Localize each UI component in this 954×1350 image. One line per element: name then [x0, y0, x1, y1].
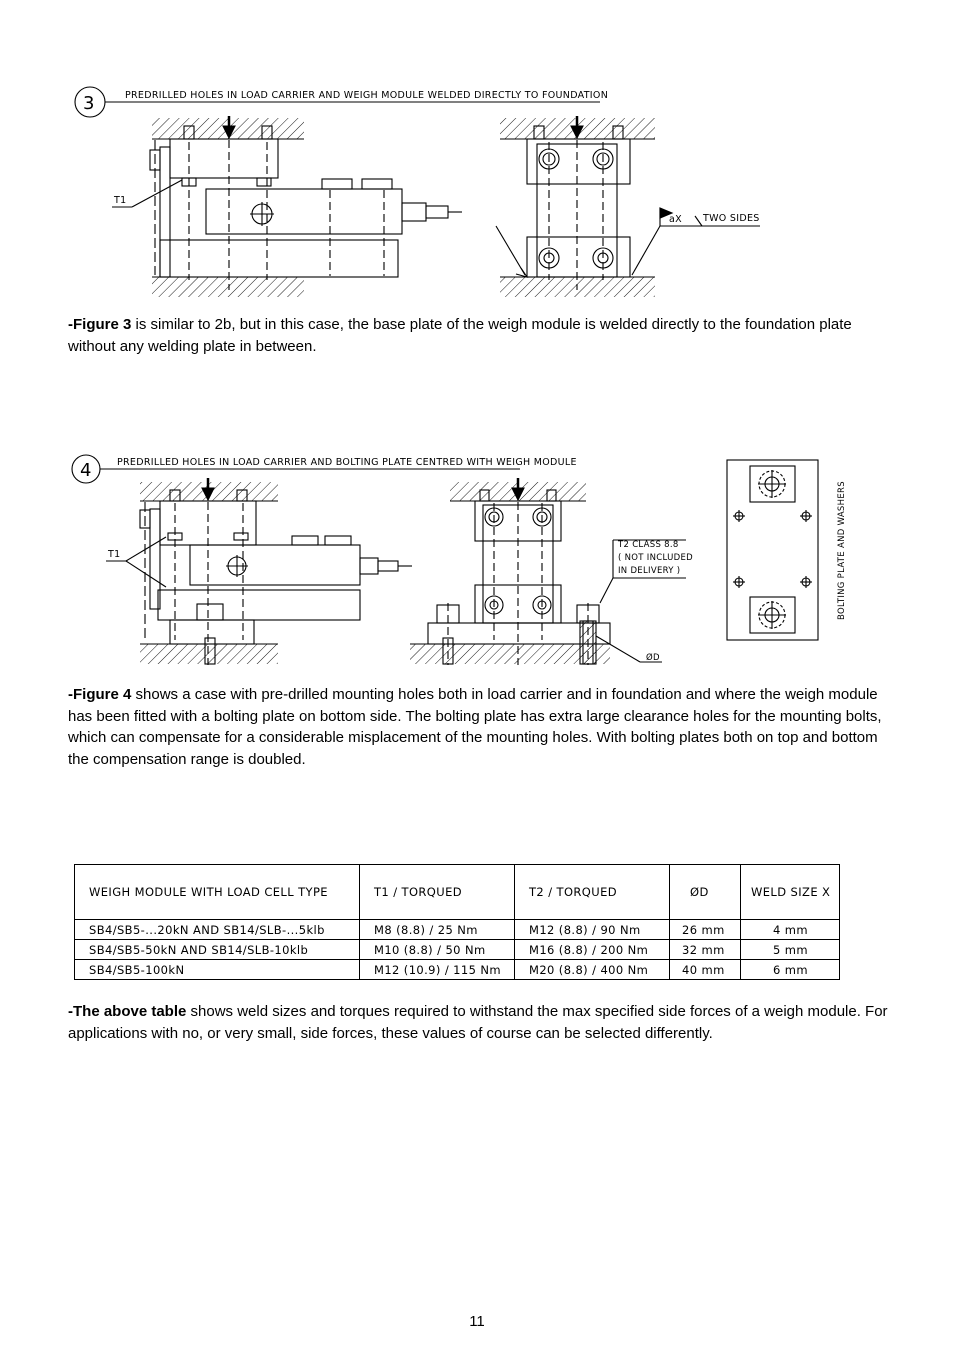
weld-torque-table	[74, 864, 840, 980]
figure-3-t1-label: T1	[114, 195, 127, 206]
table-cell: 6 mm	[741, 960, 840, 980]
table-row	[75, 920, 840, 940]
table-cell: SB4/SB5-50kN AND SB14/SLB-10klb	[75, 940, 360, 960]
table-header-cell: WELD SIZE X	[741, 865, 840, 920]
table-caption-bold: -The above table	[68, 1003, 187, 1020]
figure-4-caption-bold: -Figure 4	[68, 686, 132, 703]
figure-3-title: PREDRILLED HOLES IN LOAD CARRIER AND WEIGH MODULE WELDED DIRECTLY TO FOUNDATION	[125, 90, 609, 101]
table-cell: SB4/SB5-100kN	[75, 960, 360, 980]
figure-4-caption-text: shows a case with pre-drilled mounting holes both in load carrier and in foundation and where the weigh module has been fitted with a bolting plate on bottom side. The bolting plate has extra large clearance holes for the mounting bolts, which can compensate for a considerable misplacement of the mounting holes. With bolting plates both on top and bottom the compensation range is doubled.	[68, 686, 882, 768]
table-cell: M10 (8.8) / 50 Nm	[360, 940, 515, 960]
table-row	[75, 960, 840, 980]
table-cell: 5 mm	[741, 940, 840, 960]
table-cell: M12 (8.8) / 90 Nm	[515, 920, 670, 940]
figure-4-side-label: BOLTING PLATE AND WASHERS	[837, 481, 847, 620]
table-caption	[68, 1001, 898, 1044]
figure-3-weld-note: TWO SIDES	[703, 213, 760, 224]
figure-4-title: PREDRILLED HOLES IN LOAD CARRIER AND BOLTING PLATE CENTRED WITH WEIGH MODULE	[117, 457, 577, 468]
figure-3-number: 3	[83, 93, 95, 114]
figure-4-t2-note-line-1: T2 CLASS 8.8	[618, 540, 679, 550]
figure-3-caption-text: is similar to 2b, but in this case, the base plate of the weigh module is welded directly to the foundation plate without any welding plate in between.	[68, 316, 852, 355]
figure-3-caption-bold: -Figure 3	[68, 316, 132, 333]
table-header-cell: WEIGH MODULE WITH LOAD CELL TYPE	[75, 865, 360, 920]
table-cell: 4 mm	[741, 920, 840, 940]
figure-4-t1-label: T1	[108, 549, 121, 560]
table-row	[75, 940, 840, 960]
table-cell: 40 mm	[670, 960, 741, 980]
figure-4-caption	[68, 684, 898, 770]
figure-4-drawing	[72, 455, 847, 665]
table-cell: 26 mm	[670, 920, 741, 940]
table-header-cell: T1 / TORQUED	[360, 865, 515, 920]
table-header-cell: T2 / TORQUED	[515, 865, 670, 920]
table-cell: SB4/SB5-...20kN AND SB14/SLB-...5klb	[75, 920, 360, 940]
table-caption-text: shows weld sizes and torques required to withstand the max specified side forces of a weigh module. For applications with no, or very small, side forces, these values of course can be selected differently.	[68, 1003, 888, 1042]
table-cell: M12 (10.9) / 115 Nm	[360, 960, 515, 980]
table-header-cell: ØD	[670, 865, 741, 920]
figure-3-drawing	[75, 87, 760, 297]
figure-4-t2-note-line-3: IN DELIVERY )	[618, 566, 681, 576]
figure-4-number: 4	[80, 460, 92, 481]
table-cell: M16 (8.8) / 200 Nm	[515, 940, 670, 960]
page-number: 11	[469, 1313, 485, 1330]
figure-4-t2-note-line-2: ( NOT INCLUDED	[618, 553, 693, 563]
table-cell: M20 (8.8) / 400 Nm	[515, 960, 670, 980]
figure-3-caption	[68, 314, 898, 357]
table-cell: 32 mm	[670, 940, 741, 960]
figure-4-d-label: ØD	[646, 653, 660, 663]
figure-3-weld-label: aX	[669, 214, 682, 225]
table-header-row	[75, 865, 840, 920]
table-cell: M8 (8.8) / 25 Nm	[360, 920, 515, 940]
